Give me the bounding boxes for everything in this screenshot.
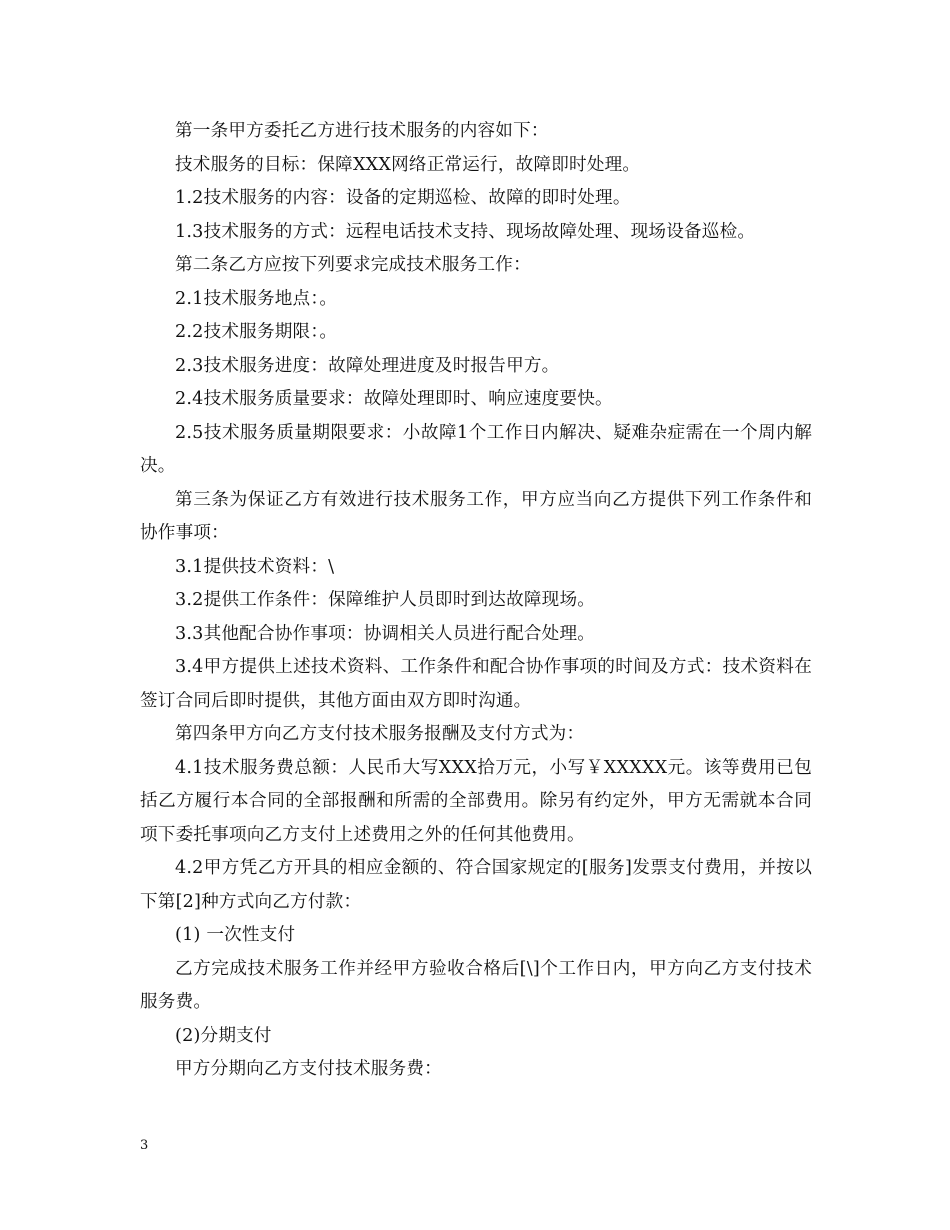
paragraph-4-1: 4.1技术服务费总额：人民币大写XXX拾万元，小写￥XXXXX元。该等费用已包括乙方履行本合同的全部报酬和所需的全部费用。除另有约定外，甲方无需就本合同项下委托事项向乙方支付上述费用之外的任何其他费用。 (140, 757, 812, 845)
paragraph-installment-heading: (2)分期支付 (175, 1025, 272, 1046)
paragraph-3-2: 3.2提供工作条件：保障维护人员即时到达故障现场。 (175, 590, 596, 610)
paragraph-2-3: 2.3技术服务进度：故障处理进度及时报告甲方。 (175, 355, 560, 376)
paragraph-1-2: 1.2技术服务的内容：设备的定期巡检、故障的即时处理。 (175, 188, 631, 208)
paragraph-2-2: 2.2技术服务期限：。 (175, 322, 338, 342)
paragraph-service-goal: 技术服务的目标：保障XXX网络正常运行，故障即时处理。 (175, 154, 641, 175)
paragraph-4-2: 4.2甲方凭乙方开具的相应金额的、符合国家规定的[服务]发票支付费用，并按以下第[2]种方式向乙方付款： (140, 858, 812, 912)
paragraph-2-4: 2.4技术服务质量要求：故障处理即时、响应速度要快。 (175, 389, 613, 409)
document-body (140, 115, 812, 1087)
paragraph-3-1: 3.1提供技术资料：\ (175, 556, 335, 577)
paragraph-installment-terms: 甲方分期向乙方支付技术服务费： (175, 1059, 442, 1079)
paragraph-lump-sum-terms: 乙方完成技术服务工作并经甲方验收合格后[\]个工作日内，甲方向乙方支付技术服务费。 (140, 958, 812, 1012)
paragraph-article-3-heading: 第三条为保证乙方有效进行技术服务工作，甲方应当向乙方提供下列工作条件和协作事项： (140, 489, 812, 543)
paragraph-article-2-heading: 第二条乙方应按下列要求完成技术服务工作： (175, 255, 531, 275)
paragraph-article-1-heading: 第一条甲方委托乙方进行技术服务的内容如下： (175, 121, 549, 141)
paragraph-2-1: 2.1技术服务地点：。 (175, 288, 338, 309)
page-number: 3 (140, 1138, 149, 1153)
paragraph-1-3: 1.3技术服务的方式：远程电话技术支持、现场故障处理、现场设备巡检。 (175, 221, 756, 242)
paragraph-3-3: 3.3其他配合协作事项：协调相关人员进行配合处理。 (175, 623, 596, 644)
paragraph-article-4-heading: 第四条甲方向乙方支付技术服务报酬及支付方式为： (175, 724, 585, 744)
paragraph-3-4: 3.4甲方提供上述技术资料、工作条件和配合协作事项的时间及方式：技术资料在签订合同后即时提供，其他方面由双方即时沟通。 (140, 657, 812, 711)
paragraph-lump-sum-heading: (1) 一次性支付 (175, 925, 296, 945)
paragraph-2-5: 2.5技术服务质量期限要求：小故障1个工作日内解决、疑难杂症需在一个周内解决。 (140, 422, 812, 476)
